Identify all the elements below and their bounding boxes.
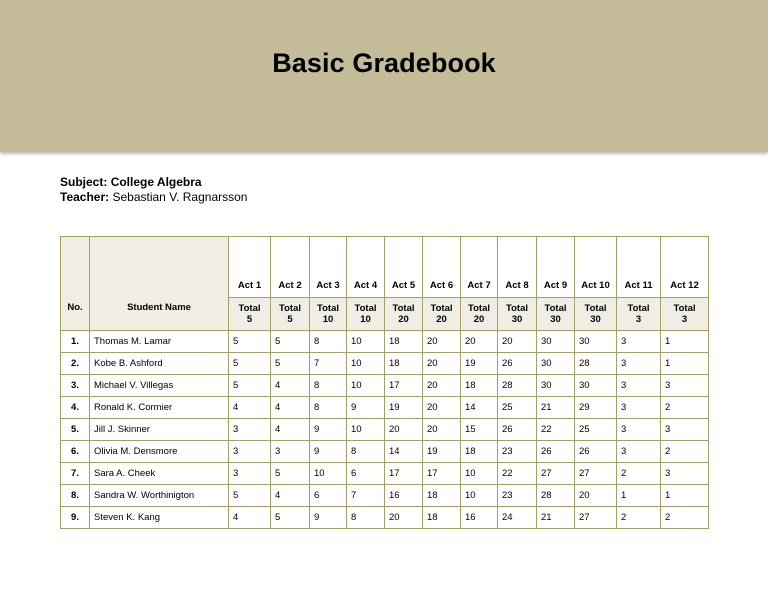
score-cell: 22	[498, 463, 537, 485]
score-cell: 5	[229, 331, 271, 353]
table-row	[61, 397, 709, 419]
column-header-total	[537, 298, 575, 331]
score-cell: 17	[423, 463, 461, 485]
total-points: 20	[398, 314, 409, 325]
table-row	[61, 485, 709, 507]
teacher-value: Sebastian V. Ragnarsson	[112, 190, 248, 204]
score-cell: 26	[498, 353, 537, 375]
row-number: 2.	[61, 353, 90, 375]
score-cell: 2	[661, 507, 709, 529]
score-cell: 28	[575, 353, 617, 375]
student-name-cell: Steven K. Kang	[90, 507, 229, 529]
score-cell: 1	[661, 485, 709, 507]
score-cell: 20	[423, 419, 461, 441]
score-cell: 8	[310, 397, 347, 419]
score-cell: 28	[498, 375, 537, 397]
column-header-activity: Act 1	[229, 237, 271, 298]
total-label: Total	[354, 303, 377, 314]
score-cell: 29	[575, 397, 617, 419]
total-label: Total	[506, 303, 528, 314]
score-cell: 26	[575, 441, 617, 463]
score-cell: 20	[385, 419, 423, 441]
score-cell: 3	[661, 419, 709, 441]
column-header-activity: Act 12	[661, 237, 709, 298]
row-number: 1.	[61, 331, 90, 353]
score-cell: 22	[537, 419, 575, 441]
total-points: 5	[287, 314, 293, 325]
table-row	[61, 331, 709, 353]
score-cell: 8	[347, 507, 385, 529]
gradebook-table	[60, 236, 709, 529]
score-cell: 3	[617, 397, 661, 419]
score-cell: 1	[617, 485, 661, 507]
subject-line	[60, 175, 247, 190]
row-number: 8.	[61, 485, 90, 507]
score-cell: 14	[461, 397, 498, 419]
column-header-total	[423, 298, 461, 331]
total-points: 5	[246, 314, 253, 325]
score-cell: 17	[385, 375, 423, 397]
page-title: Basic Gradebook	[272, 48, 496, 78]
table-row	[61, 353, 709, 375]
total-label: Total	[392, 303, 415, 314]
total-points: 30	[550, 314, 561, 325]
score-cell: 2	[661, 441, 709, 463]
total-label: Total	[544, 303, 567, 314]
student-name-cell: Jill J. Skinner	[90, 419, 229, 441]
score-cell: 30	[537, 375, 575, 397]
student-name-cell: Olivia M. Densmore	[90, 441, 229, 463]
score-cell: 3	[617, 375, 661, 397]
row-number: 6.	[61, 441, 90, 463]
score-cell: 3	[661, 375, 709, 397]
column-header-activity: Act 6	[423, 237, 461, 298]
score-cell: 30	[537, 353, 575, 375]
column-header-total	[498, 298, 537, 331]
score-cell: 3	[617, 331, 661, 353]
total-label: Total	[673, 303, 696, 314]
score-cell: 5	[271, 463, 310, 485]
score-cell: 9	[310, 419, 347, 441]
score-cell: 9	[310, 441, 347, 463]
score-cell: 18	[461, 375, 498, 397]
score-cell: 20	[423, 331, 461, 353]
score-cell: 4	[271, 419, 310, 441]
score-cell: 5	[271, 353, 310, 375]
score-cell: 17	[385, 463, 423, 485]
score-cell: 20	[423, 397, 461, 419]
score-cell: 20	[423, 375, 461, 397]
total-points: 20	[473, 314, 485, 325]
total-points: 10	[322, 314, 334, 325]
score-cell: 18	[423, 485, 461, 507]
score-cell: 26	[498, 419, 537, 441]
document-meta	[60, 175, 247, 205]
score-cell: 4	[229, 397, 271, 419]
student-name-cell: Thomas M. Lamar	[90, 331, 229, 353]
table-row	[61, 419, 709, 441]
score-cell: 18	[385, 353, 423, 375]
student-name-cell: Sandra W. Worthinigton	[90, 485, 229, 507]
student-name-cell: Michael V. Villegas	[90, 375, 229, 397]
total-points: 3	[681, 314, 688, 325]
column-header-activity: Act 9	[537, 237, 575, 298]
score-cell: 3	[229, 441, 271, 463]
score-cell: 27	[575, 507, 617, 529]
row-number: 5.	[61, 419, 90, 441]
score-cell: 4	[271, 375, 310, 397]
score-cell: 16	[385, 485, 423, 507]
total-label: Total	[627, 303, 650, 314]
score-cell: 27	[575, 463, 617, 485]
score-cell: 26	[537, 441, 575, 463]
score-cell: 18	[385, 331, 423, 353]
score-cell: 30	[575, 331, 617, 353]
score-cell: 3	[617, 419, 661, 441]
row-number: 9.	[61, 507, 90, 529]
subject-value: College Algebra	[110, 175, 202, 189]
score-cell: 5	[271, 507, 310, 529]
score-cell: 3	[229, 419, 271, 441]
gradebook-body	[61, 331, 709, 529]
score-cell: 5	[229, 485, 271, 507]
total-points: 30	[590, 314, 601, 325]
score-cell: 10	[347, 353, 385, 375]
score-cell: 10	[347, 331, 385, 353]
score-cell: 6	[347, 463, 385, 485]
total-points: 30	[511, 314, 523, 325]
score-cell: 18	[423, 507, 461, 529]
student-name-cell: Sara A. Cheek	[90, 463, 229, 485]
teacher-line	[60, 190, 247, 205]
score-cell: 10	[461, 485, 498, 507]
score-cell: 4	[271, 485, 310, 507]
score-cell: 4	[229, 507, 271, 529]
column-header-total	[617, 298, 661, 331]
column-header-total	[310, 298, 347, 331]
score-cell: 20	[385, 507, 423, 529]
score-cell: 3	[661, 463, 709, 485]
total-label: Total	[279, 303, 301, 314]
score-cell: 30	[537, 331, 575, 353]
score-cell: 15	[461, 419, 498, 441]
column-header-activity: Act 3	[310, 237, 347, 298]
score-cell: 19	[385, 397, 423, 419]
column-header-activity: Act 10	[575, 237, 617, 298]
score-cell: 20	[423, 353, 461, 375]
column-header-total	[385, 298, 423, 331]
score-cell: 5	[271, 331, 310, 353]
header-banner	[0, 0, 768, 152]
score-cell: 10	[347, 375, 385, 397]
score-cell: 10	[461, 463, 498, 485]
score-cell: 20	[498, 331, 537, 353]
score-cell: 21	[537, 397, 575, 419]
score-cell: 16	[461, 507, 498, 529]
score-cell: 25	[575, 419, 617, 441]
score-cell: 8	[310, 331, 347, 353]
score-cell: 3	[617, 441, 661, 463]
column-header-activity: Act 8	[498, 237, 537, 298]
teacher-label: Teacher:	[60, 190, 110, 204]
score-cell: 18	[461, 441, 498, 463]
row-number: 4.	[61, 397, 90, 419]
score-cell: 3	[229, 463, 271, 485]
score-cell: 25	[498, 397, 537, 419]
score-cell: 19	[423, 441, 461, 463]
total-label: Total	[468, 303, 490, 314]
total-points: 10	[360, 314, 371, 325]
score-cell: 5	[229, 353, 271, 375]
total-label: Total	[430, 303, 453, 314]
score-cell: 10	[310, 463, 347, 485]
score-cell: 20	[461, 331, 498, 353]
column-header-activity: Act 11	[617, 237, 661, 298]
column-header-activity: Act 5	[385, 237, 423, 298]
score-cell: 28	[537, 485, 575, 507]
score-cell: 6	[310, 485, 347, 507]
score-cell: 9	[347, 397, 385, 419]
score-cell: 1	[661, 331, 709, 353]
total-label: Total	[317, 303, 339, 314]
score-cell: 2	[617, 507, 661, 529]
student-name-cell: Ronald K. Cormier	[90, 397, 229, 419]
column-header-total	[271, 298, 310, 331]
score-cell: 3	[271, 441, 310, 463]
score-cell: 8	[310, 375, 347, 397]
score-cell: 19	[461, 353, 498, 375]
score-cell: 8	[347, 441, 385, 463]
table-row	[61, 441, 709, 463]
column-header-activity: Act 2	[271, 237, 310, 298]
score-cell: 23	[498, 485, 537, 507]
table-row	[61, 463, 709, 485]
column-header-total	[347, 298, 385, 331]
score-cell: 1	[661, 353, 709, 375]
score-cell: 9	[310, 507, 347, 529]
score-cell: 7	[310, 353, 347, 375]
student-name-cell: Kobe B. Ashford	[90, 353, 229, 375]
total-points: 3	[635, 314, 642, 325]
score-cell: 23	[498, 441, 537, 463]
score-cell: 7	[347, 485, 385, 507]
column-header-student-name: Student Name	[90, 237, 229, 331]
score-cell: 5	[229, 375, 271, 397]
score-cell: 30	[575, 375, 617, 397]
column-header-total	[661, 298, 709, 331]
score-cell: 27	[537, 463, 575, 485]
score-cell: 10	[347, 419, 385, 441]
score-cell: 14	[385, 441, 423, 463]
column-header-activity: Act 7	[461, 237, 498, 298]
total-label: Total	[584, 303, 607, 314]
column-header-total	[461, 298, 498, 331]
column-header-total	[229, 298, 271, 331]
score-cell: 21	[537, 507, 575, 529]
subject-label: Subject:	[60, 175, 108, 189]
total-label: Total	[238, 303, 261, 314]
row-number: 7.	[61, 463, 90, 485]
column-header-activity: Act 4	[347, 237, 385, 298]
column-header-number: No.	[61, 237, 90, 331]
table-row	[61, 375, 709, 397]
score-cell: 20	[575, 485, 617, 507]
score-cell: 2	[617, 463, 661, 485]
header-row-activities	[61, 237, 709, 298]
score-cell: 4	[271, 397, 310, 419]
row-number: 3.	[61, 375, 90, 397]
score-cell: 2	[661, 397, 709, 419]
column-header-total	[575, 298, 617, 331]
total-points: 20	[436, 314, 447, 325]
score-cell: 24	[498, 507, 537, 529]
table-row	[61, 507, 709, 529]
score-cell: 3	[617, 353, 661, 375]
